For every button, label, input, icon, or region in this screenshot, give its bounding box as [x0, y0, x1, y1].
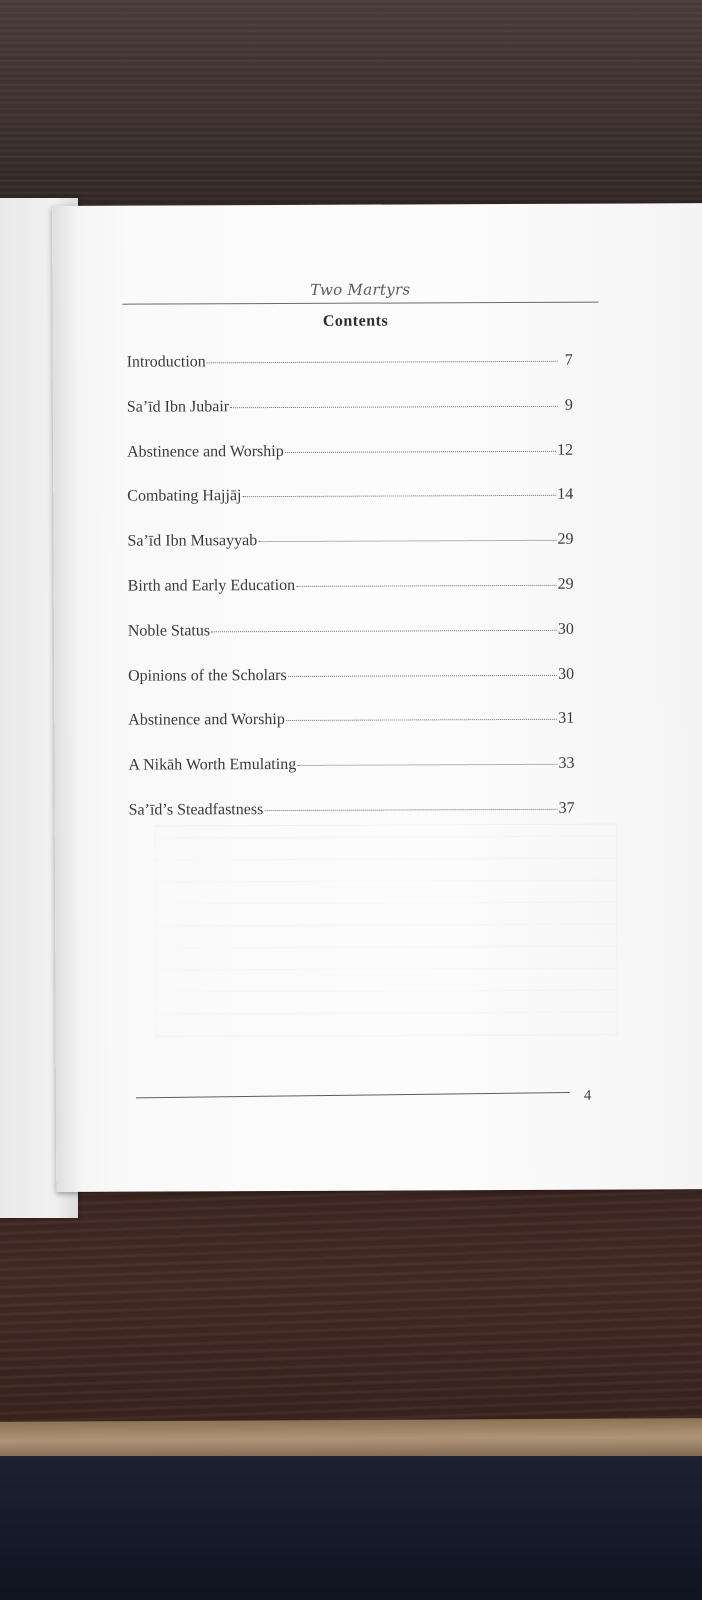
- toc-leader-dots: [296, 585, 556, 587]
- toc-entry-title: Noble Status: [127, 622, 211, 640]
- page-number: 4: [583, 1087, 592, 1104]
- toc-entry-title: Sa’īd’s Steadfastness: [128, 801, 264, 819]
- toc-entry: [128, 621, 574, 668]
- contents-heading: Contents: [322, 312, 389, 330]
- toc-entry: [127, 441, 573, 488]
- toc-entry-title: Sa’īd Ibn Jubair: [126, 398, 230, 416]
- running-title: Two Martyrs: [310, 280, 411, 299]
- toc-leader-dots: [264, 809, 557, 811]
- toc-entry-title: Abstinence and Worship: [128, 711, 285, 730]
- show-through: [155, 824, 618, 1038]
- floor: [0, 1456, 702, 1600]
- toc-entry-title: Abstinence and Worship: [127, 442, 284, 461]
- toc-leader-dots: [207, 361, 558, 364]
- toc-leader-dots: [286, 719, 557, 721]
- toc-entry-page: 33: [558, 754, 575, 772]
- toc-entry-title: Sa’īd Ibn Musayyab: [127, 532, 258, 550]
- toc-entry-title: Birth and Early Education: [127, 576, 296, 595]
- toc-leader-dots: [230, 406, 558, 408]
- toc-entry-title: Combating Hajjāj: [127, 487, 242, 506]
- toc-leader-dots: [288, 674, 557, 676]
- toc-leader-dots: [242, 495, 556, 497]
- toc-entry: [127, 531, 573, 578]
- toc-entry-title: Introduction: [126, 353, 206, 371]
- toc-entry-page: 37: [558, 799, 575, 817]
- toc-entry-page: 12: [557, 441, 574, 459]
- toc-entry-page: 30: [557, 620, 574, 638]
- toc-entry-page: 30: [558, 665, 575, 683]
- running-header: [122, 274, 598, 305]
- table-of-contents: [127, 352, 575, 847]
- toc-leader-dots: [285, 450, 556, 452]
- toc-entry-title: A Nikāh Worth Emulating: [128, 756, 297, 774]
- toc-entry: [127, 352, 573, 399]
- toc-leader-dots: [211, 630, 557, 633]
- toc-entry-title: Opinions of the Scholars: [128, 666, 287, 685]
- toc-entry: [127, 486, 573, 533]
- toc-entry-page: 29: [557, 530, 574, 548]
- table-surface-top: [0, 0, 702, 230]
- toc-entry: [128, 576, 574, 623]
- toc-leader-dots: [297, 764, 557, 766]
- toc-leader-dots: [258, 540, 556, 542]
- table-surface-bottom: [0, 1160, 702, 1460]
- toc-entry-page: 29: [557, 575, 574, 593]
- toc-entry-page: 7: [564, 351, 573, 369]
- toc-entry: [129, 800, 575, 847]
- toc-entry: [128, 665, 574, 712]
- toc-entry: [127, 397, 573, 444]
- footer-rule: [136, 1092, 570, 1098]
- toc-entry-page: 9: [564, 396, 573, 414]
- toc-entry: [128, 755, 574, 802]
- book-page: [52, 203, 702, 1192]
- toc-entry-page: 14: [557, 486, 574, 504]
- gutter-shadow: [52, 206, 82, 1192]
- toc-entry-page: 31: [558, 710, 575, 728]
- toc-entry: [128, 710, 574, 757]
